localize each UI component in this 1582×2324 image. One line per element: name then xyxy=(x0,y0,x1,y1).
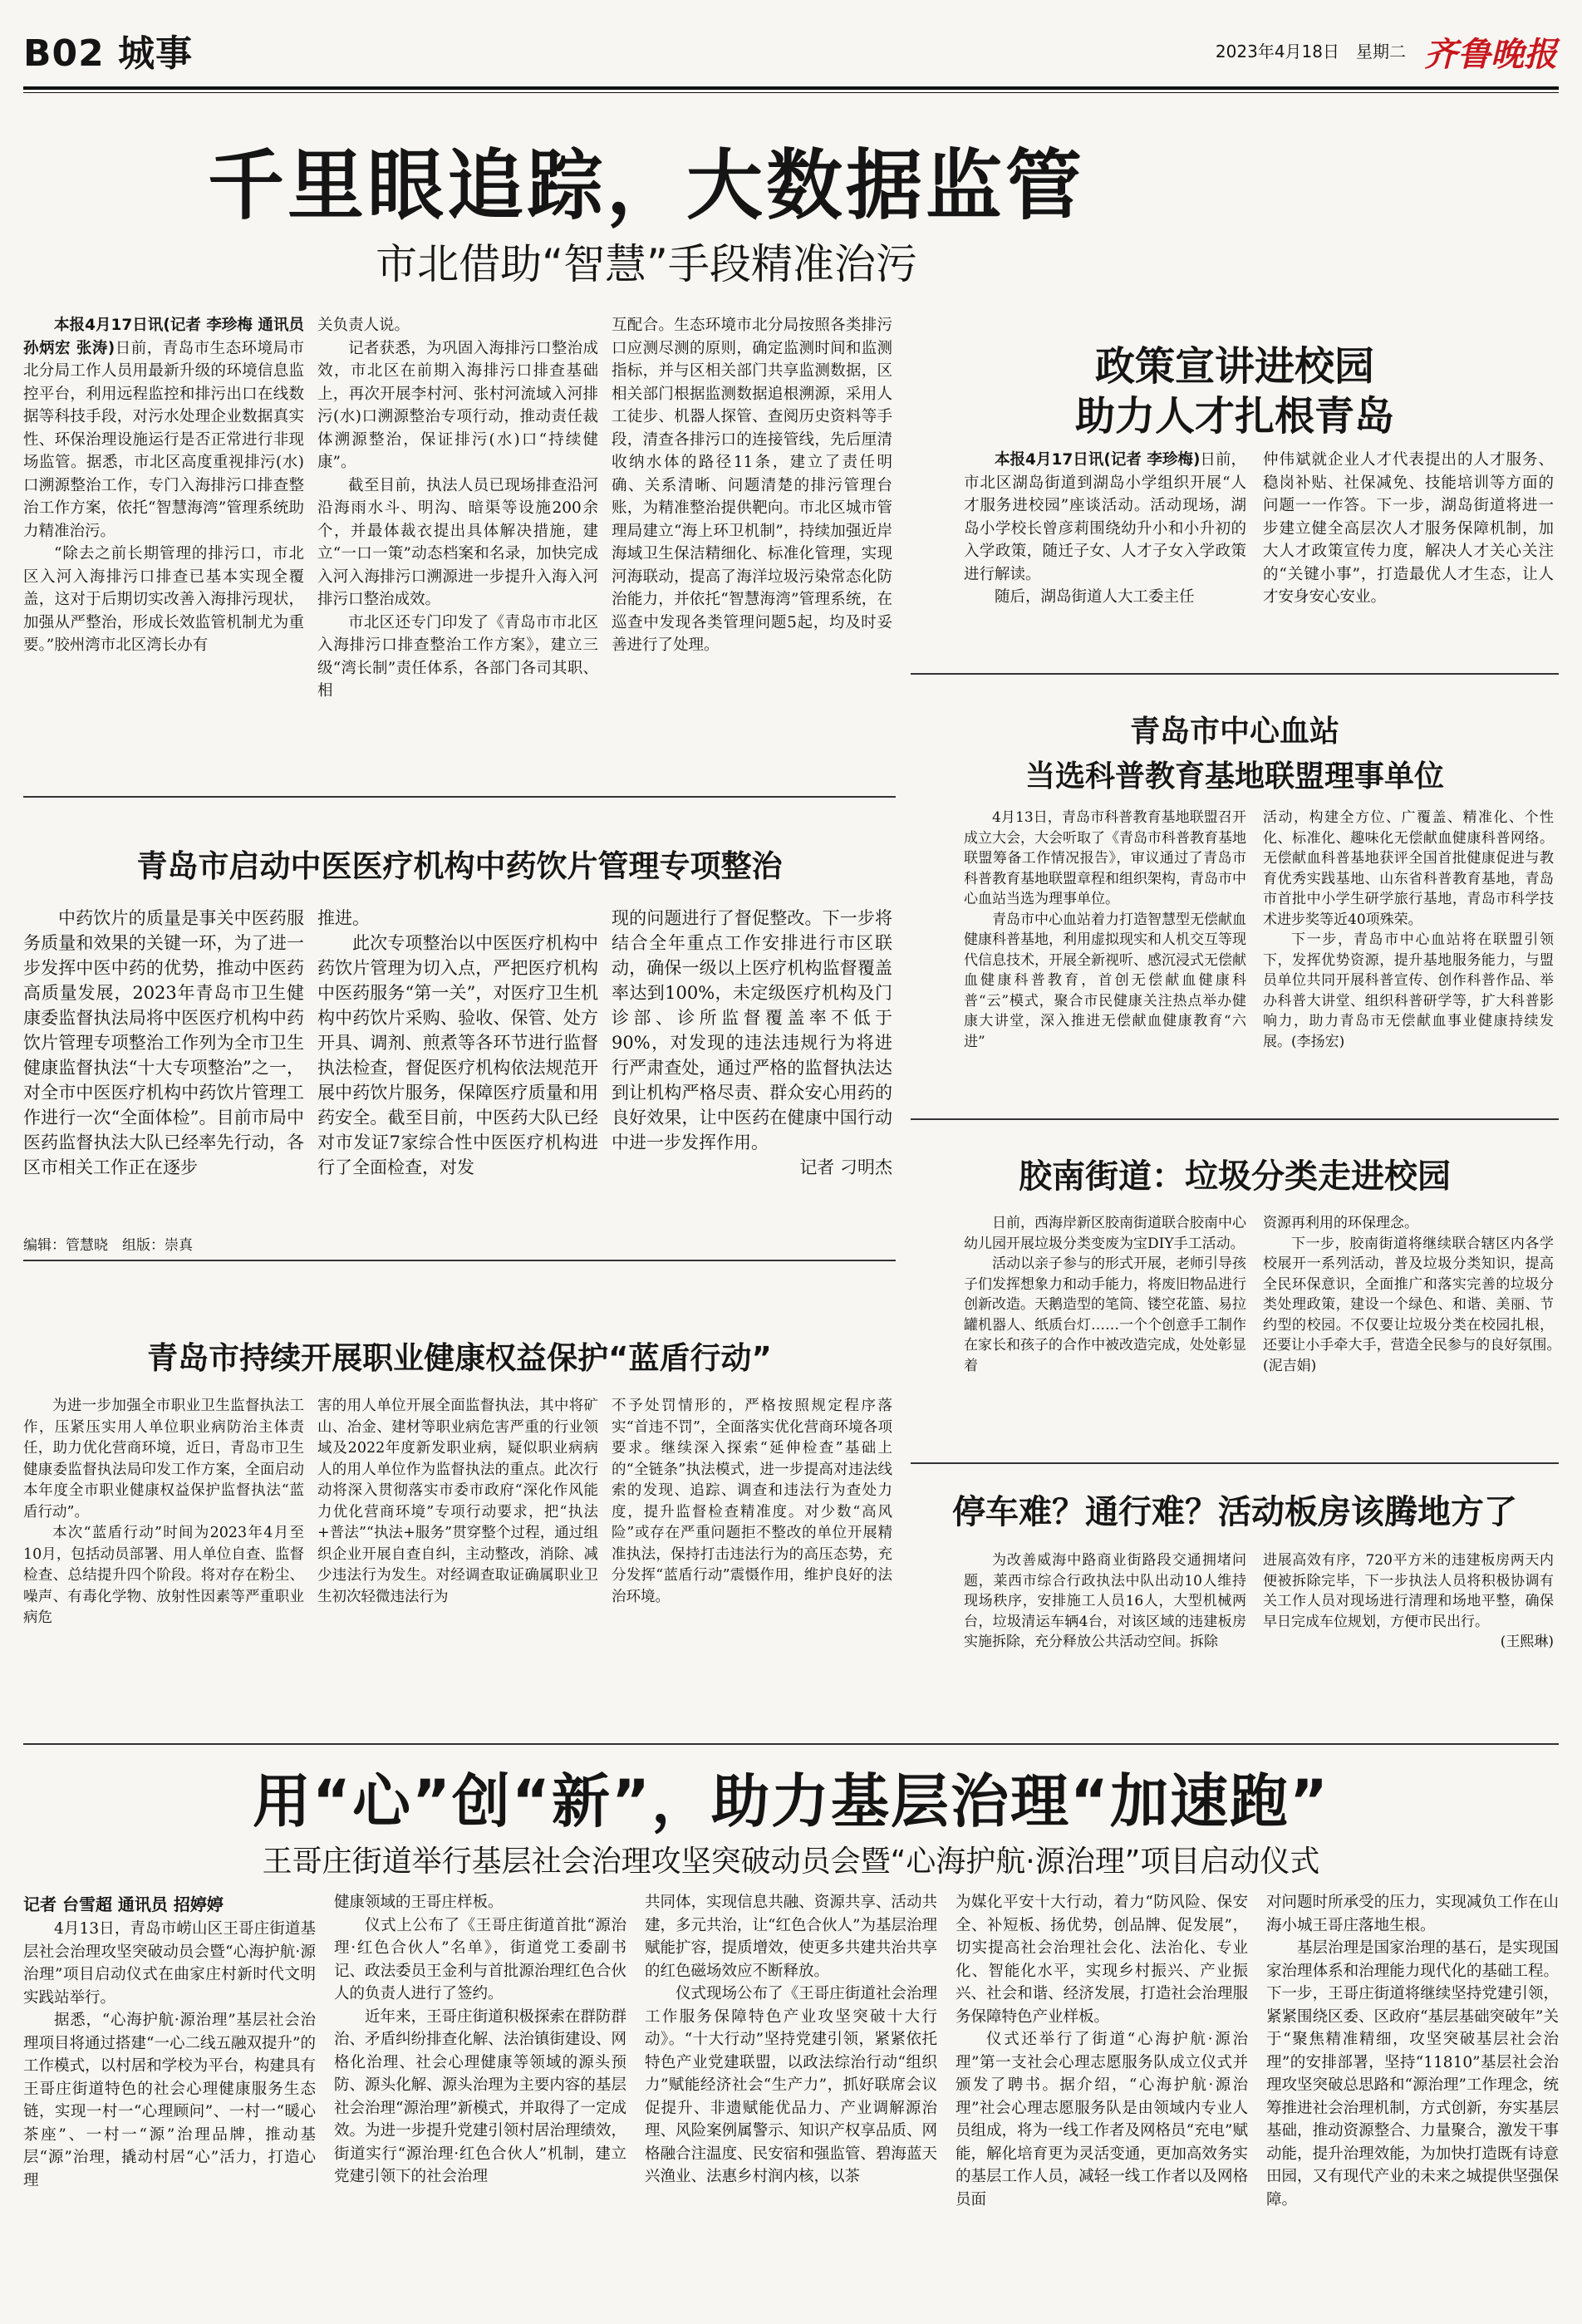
article-8-para-8: 为媒化平安十大行动，着力“防风险、保安全、补短板、扬优势，创品牌、促发展”，切实提高社会治理社会化、法治化、专业化、智能化水平，实现乡村振兴、产业振兴、社会和谐、经济发展，打造社会治理服务保障特色产业样板。 xyxy=(956,1894,1248,2026)
article-4-col-2 xyxy=(1263,808,1554,1107)
article-1-col-1 xyxy=(23,314,304,784)
article-3-col-3 xyxy=(612,906,892,1221)
article-3-col-2 xyxy=(317,906,598,1221)
article-8-para-5: 近年来，王哥庄街道积极探索在群防群治、矛盾纠纷排查化解、法治镇街建设、网格化治理、社会心理健康等领域的源头预防、源头化解、源头治理为主要内容的基层社会治理“源治理”新模式，并取得了一定成效。为进一步提升党建引领村居治理绩效，街道实行“源治理·红色合伙人”机制，建立党建引领下的社会治理 xyxy=(334,2007,626,2185)
newspaper-logo: 齐鲁晚报 xyxy=(1424,35,1557,74)
article-8-headline: 用“心”创“新”，助力基层治理“加速跑” xyxy=(252,1767,1330,1835)
header-rule xyxy=(23,86,1559,90)
article-2-byline: 本报4月17日讯(记者 李珍梅) xyxy=(995,451,1201,469)
article-7-para-1: 为改善威海中路商业街路段交通拥堵问题，莱西市综合行政执法中队出动10人维持现场秩序，安排施工人员16人，大型机械两台，垃圾清运车辆4台，对该区域的违建板房实施拆除，充分释放公共活动空间。拆除 xyxy=(964,1552,1246,1650)
article-4-headline-1: 青岛市中心血站 xyxy=(1129,715,1339,749)
article-4-col-1 xyxy=(964,808,1246,1107)
article-4-para-3: 活动，构建全方位、广覆盖、精准化、个性化、标准化、趣味化无偿献血健康科普网络。无偿献血科普基地获评全国首批健康促进与教育优秀实践基地、山东省科普教育基地，青岛市首批中小学生研学旅行基地，青岛市科学技术进步奖等近40项殊荣。 xyxy=(1263,809,1554,928)
article-8-para-11: 基层治理是国家治理的基石，是实现国家治理体系和治理能力现代化的基础工程。下一步，王哥庄街道将继续坚持党建引领，紧紧围绕区委、区政府“基层基础突破年”关于“聚焦精准精细，攻坚突破基层社会治理”的安排部署，坚持“11810”基层社会治理攻坚突破总思路和“源治理”工作理念，统筹推进社会治理机制，方式创新，夯实基层基础，推动资源整合、力量聚合，激发干事动能，提升治理效能，为加快打造既有诗意田园，又有现代产业的未来之城提供坚强保障。 xyxy=(1266,1939,1559,2209)
article-8-col-1 xyxy=(23,1918,316,2308)
article-8-col-3 xyxy=(645,1891,937,2308)
article-8-para-1: 4月13日，青岛市崂山区王哥庄街道基层社会治理攻坚突破动员会暨“心海护航·源治理”项目启动仪式在曲家庄村新时代文明实践站举行。 xyxy=(23,1920,316,2007)
article-7-headline: 停车难？通行难？活动板房该腾地方了 xyxy=(952,1493,1517,1531)
article-1-col-3 xyxy=(612,314,892,784)
page-section-label: B02 城事 xyxy=(23,32,194,75)
issue-date: 2023年4月18日 星期二 xyxy=(1215,42,1406,61)
article-8-col-5 xyxy=(1266,1891,1559,2308)
article-8-byline: 记者 台雪超 通讯员 招婷婷 xyxy=(23,1894,224,1914)
article-8-para-7: 仪式现场公布了《王哥庄街道社会治理工作服务保障特色产业攻坚突破十大行动》。“十大行动”坚持党建引领，紧紧依托特色产业党建联盟，以政法综治行动“组织力”赋能经济社会“生产力”，抓好联席会议促提升、非遗赋能优品力、产业调解源治理、风险案例属警示、知识产权享品质、网格融合注温度、民安宿和强监管、碧海蓝天兴渔业、法惠乡村润内核，以茶 xyxy=(645,1985,937,2185)
article-8-col-4 xyxy=(956,1891,1248,2308)
article-4-para-2: 青岛市中心血站着力打造智慧型无偿献血健康科普基地，利用虚拟现实和人机交互等现代信息技术，开展全新视听、感沉浸式无偿献血健康科普教育，首创无偿献血健康科普“云”模式，聚合市民健康关注热点举办健康大讲堂，深入推进无偿献血健康教育“六进” xyxy=(964,911,1246,1050)
article-4-para-4: 下一步，青岛市中心血站将在联盟引领下，发挥优势资源，提升基地服务能力，与盟员单位共同开展科普宣传、创作科普作品、举办科普大讲堂、组织科普研学等，扩大科普影响力，助力青岛市无偿献血事业健康持续发展。(李扬宏) xyxy=(1263,931,1554,1050)
article-1-headline: 千里眼追踪，大数据监管 xyxy=(207,141,1085,230)
divider xyxy=(911,1118,1559,1120)
header-rule-thin xyxy=(23,92,1559,93)
article-2-headline-1: 政策宣讲进校园 xyxy=(1094,343,1374,390)
article-8-para-2: 据悉，“心海护航·源治理”基层社会治理项目将通过搭建“一心二线五融双提升”的工作模式，以村居和学校为平台，构建具有王哥庄街道特色的社会心理健康服务生态链，实现一村一“心理顾问”、一村一“暖心茶座”、一村一“源”治理品牌，推动基层“源”治理，撬动村居“心”活力，打造心理 xyxy=(23,2012,316,2189)
article-6-headline: 青岛市持续开展职业健康权益保护“蓝盾行动” xyxy=(147,1340,772,1376)
article-7-para-2: 进展高效有序，720平方米的违建板房两天内便被拆除完毕，下一步执法人员将积极协调有关工作人员对现场进行清理和场地平整，确保早日完成车位规划，方便市民出行。 xyxy=(1263,1552,1554,1630)
article-3-para-2: 推进。 xyxy=(317,908,370,928)
article-4-para-1: 4月13日，青岛市科普教育基地联盟召开成立大会，大会听取了《青岛市科普教育基地联盟筹备工作情况报告》，审议通过了青岛市科普教育基地联盟章程和组织架构，青岛市中心血站当选为理事单位。 xyxy=(964,809,1246,907)
article-1-para-7: 互配合。生态环境市北分局按照各类排污口应测尽测的原则，确定监测时间和监测指标，并与区相关部门共享监测数据，区相关部门根据监测数据追根溯源，采用人工徒步、机器人探管、查阅历史资料等手段，清查各排污口的连接管线，先后厘清收纳水体的路径11条，建立了责任明确、关系清晰、问题清楚的排污管理台账，为精准整治提供靶向。市北区城市管理局建立“海上环卫机制”，持续加强近岸海域卫生保洁精细化、标准化管理，实现河海联动，提高了海洋垃圾污染常态化防治能力，并依托“智慧海湾”管理系统，在巡查中发现各类管理问题5起，均及时妥善进行了处理。 xyxy=(612,317,892,654)
article-4-headline-2: 当选科普教育基地联盟理事单位 xyxy=(1024,759,1444,794)
article-5-para-3: 资源再利用的环保理念。 xyxy=(1263,1215,1418,1231)
article-8-para-6: 共同体，实现信息共融、资源共享、活动共建，多元共治，让“红色合伙人”为基层治理赋能扩容，提质增效，使更多共建共治共享的红色磁场效应不断释放。 xyxy=(645,1894,937,1980)
article-1-para-4: 记者获悉，为巩固入海排污口整治成效，市北区在前期入海排污口排查基础上，再次开展李村河、张村河流域入河排污(水)口溯源整治专项行动，推动责任裁体溯源整治，保证排污(水)口“持续健康”。 xyxy=(317,339,598,471)
article-2-col-2 xyxy=(1263,449,1554,656)
article-8-para-3: 健康领域的王哥庄样板。 xyxy=(334,1894,504,1911)
article-6-para-4: 不予处罚情形的，严格按照规定程序落实“首违不罚”，全面落实优化营商环境各项要求。继续深入探索“延伸检查”基础上的“全链条”执法模式，进一步提高对违法线索的发现、追踪、调查和违法行为查处力度，提升监督检查精准度。对少数“高风险”或存在严重问题拒不整改的单位开展精准执法，保持打击违法行为的高压态势，充分发挥“蓝盾行动”震慑作用，维护良好的法治环境。 xyxy=(612,1398,892,1605)
article-2-para-2: 随后，湖岛街道人大工委主任 xyxy=(995,588,1195,606)
divider xyxy=(23,796,896,798)
article-8-subheadline: 王哥庄街道举行基层社会治理攻坚突破动员会暨“心海护航·源治理”项目启动仪式 xyxy=(262,1845,1320,1879)
article-1-subheadline: 市北借助“智慧”手段精准治污 xyxy=(376,240,917,288)
article-6-col-1 xyxy=(23,1396,304,1728)
article-6-para-2: 本次“蓝盾行动”时间为2023年4月至10月，包括动员部署、用人单位自查、监督检查、总结提升四个阶段。将对存在粉尘、噪声、有毒化学物、放射性因素等严重职业病危 xyxy=(23,1525,304,1626)
article-1-col-2 xyxy=(317,314,598,784)
article-3-author: 记者 刁明杰 xyxy=(799,1157,892,1177)
article-5-para-4: 下一步，胶南街道将继续联合辖区内各学校展开一系列活动，普及垃圾分类知识，提高全民环保意识，全面推广和落实完善的垃圾分类处理政策，建设一个绿色、和谐、美丽、节约型的校园。不仅要让垃圾分类在校园扎根，还要让小手牵大手，营造全民参与的良好氛围。 (泥吉娟) xyxy=(1263,1235,1582,1374)
article-7-col-1 xyxy=(964,1550,1246,1733)
article-8-para-4: 仪式上公布了《王哥庄街道首批“源治理·红色合伙人”名单》，街道党工委副书记、政法委员王金利与首批源治理红色合伙人的负责人进行了签约。 xyxy=(334,1916,626,2002)
article-1-para-5: 截至目前，执法人员已现场排查沿河沿海雨水斗、明沟、暗渠等设施200余个，并最体裁衣提出具体解决措施，建立“一口一策”动态档案和名录，加快完成入河入海排污口溯源进一步提升入海入河排污口整治成效。 xyxy=(317,476,598,608)
article-1-para-6: 市北区还专门印发了《青岛市市北区入海排污口排查整治工作方案》，建立三级“湾长制”责任体系，各部门各司其职、相 xyxy=(317,613,598,700)
article-5-para-1: 日前，西海岸新区胶南街道联合胶南中心幼儿园开展垃圾分类变废为宝DIY手工活动。 xyxy=(964,1215,1246,1252)
article-5-col-1 xyxy=(964,1213,1246,1454)
article-7-col-2 xyxy=(1263,1550,1554,1733)
article-6-col-3 xyxy=(612,1396,892,1728)
article-3-headline: 青岛市启动中医医疗机构中药饮片管理专项整治 xyxy=(136,848,783,884)
article-3-para-4: 现的问题进行了督促整改。下一步将结合全年重点工作安排进行市区联动，确保一级以上医疗机构监督覆盖率达到100%，未定级医疗机构及门诊部、诊所监督覆盖率不低于90%，对发现的违法违规行为将进行严肃查处，通过严格的监督执法达到让机构严格尽责、群众安心用药的良好效果，让中医药在健康中国行动中进一步发挥作用。 xyxy=(612,908,892,1152)
divider xyxy=(23,1743,1559,1745)
article-1-byline: 本报4月17日讯(记者 李珍梅 通讯员 孙炳宏 张涛) xyxy=(23,317,304,357)
article-8-para-10: 对问题时所承受的压力，实现减负工作在山海小城王哥庄落地生根。 xyxy=(1266,1894,1559,1934)
article-7-author: (王熙琳) xyxy=(1500,1634,1554,1650)
article-2-para-1: 日前，市北区湖岛街道到湖岛小学组织开展“人才服务进校园”座谈活动。活动现场，湖岛小学校长曾彦莉围绕幼升小和小升初的入学政策，随迁子女、人才子女入学政策进行解读。 xyxy=(964,451,1246,583)
article-6-para-1: 为进一步加强全市职业卫生监督执法工作，压紧压实用人单位职业病防治主体责任，助力优化营商环境，近日，青岛市卫生健康委监督执法局印发工作方案，全面启动本年度全市职业健康权益保护监督执法“蓝盾行动”。 xyxy=(23,1398,304,1521)
article-2-para-3: 仲伟斌就企业人才代表提出的人才服务、稳岗补贴、社保减免、技能培训等方面的问题一一作答。下一步，湖岛街道将进一步建立健全高层次人才服务保障机制，加大人才政策宣传力度，解决人才关心关注的“关键小事”，打造最优人才生态，让人才安身安心安业。 xyxy=(1263,451,1554,606)
article-5-para-2: 活动以亲子参与的形式开展，老师引导孩子们发挥想象力和动手能力，将废旧物品进行创新改造。天鹅造型的笔筒、镂空花篮、易拉罐机器人、纸质台灯……一个个创意手工制作在家长和孩子的合作中被改造完成，处处彰显着 xyxy=(964,1255,1246,1374)
article-2-col-1 xyxy=(964,449,1246,656)
article-6-col-2 xyxy=(317,1396,598,1728)
article-8-para-9: 仪式还举行了街道“心海护航·源治理”第一支社会心理志愿服务队成立仪式并颁发了聘书。据介绍，“心海护航·源治理”社会心理志愿服务队是由领域内专业人员组成，将为一线工作者及网格员“充电”赋能，解化培育更为灵活变通，更加高效务实的基层工作人员，减轻一线工作者以及网格员面 xyxy=(956,2031,1248,2209)
article-3-para-1: 中药饮片的质量是事关中医药服务质量和效果的关键一环，为了进一步发挥中医中药的优势，推动中医药高质量发展，2023年青岛市卫生健康委监督执法局将中医医疗机构中药饮片管理专项整治工作列为全市卫生健康监督执法“十大专项整治”之一，对全市中医医疗机构中药饮片管理工作进行一次“全面体检”。目前市局中医药监督执法大队已经率先行动，各区市相关工作正在逐步 xyxy=(23,908,304,1177)
article-2-headline-2: 助力人才扎根青岛 xyxy=(1074,393,1394,440)
article-1-para-3: 关负责人说。 xyxy=(317,317,410,334)
divider xyxy=(911,673,1559,675)
editor-credit: 编辑：管慧晓 组版：崇真 xyxy=(23,1237,193,1254)
article-3-col-1 xyxy=(23,906,304,1221)
article-5-headline: 胶南街道：垃圾分类走进校园 xyxy=(1019,1157,1451,1196)
article-5-col-2 xyxy=(1263,1213,1582,1454)
article-3-para-3: 此次专项整治以中医医疗机构中药饮片管理为切入点，严把医疗机构中医药服务“第一关”，对医疗卫生机构中药饮片采购、验收、保管、处方开具、调剂、煎煮等各环节进行监督执法检查，督促医疗机构依法规范开展中药饮片服务，保障医疗质量和用药安全。截至目前，中医药大队已经对市发证7家综合性中医医疗机构进行了全面检查，对发 xyxy=(317,933,598,1177)
divider xyxy=(911,1462,1559,1464)
article-6-para-3: 害的用人单位开展全面监督执法，其中将矿山、冶金、建材等职业病危害严重的行业领域及2022年度新发职业病，疑似职业病病人的用人单位作为监督执法的重点。此次行动将深入贯彻落实市委市政府“深化作风能力优化营商环境”专项行动要求，把“执法+普法”“执法+服务”贯穿整个过程，通过组织企业开展自查自纠，主动整改，消除、减少违法行为发生。对经调查取证确属职业卫生初次轻微违法行为 xyxy=(317,1398,598,1605)
article-1-para-1: 日前，青岛市生态环境局市北分局工作人员用最新升级的环境信息监控平台，利用远程监控和排污出口在线数据等科技手段，对污水处理企业数据真实性、环保治理设施运行是否正常进行非现场监管。据悉，市北区高度重视排污(水)口溯源整治工作，专门入海排污口排查整治工作方案，依托“智慧海湾”管理系统助力精准治污。 xyxy=(23,339,304,540)
divider xyxy=(23,1260,896,1261)
article-1-para-2: “除去之前长期管理的排污口，市北区入河入海排污口排查已基本实现全覆盖，这对于后期切实改善入海排污现状，加强从严整治，形成长效监管机制尤为重要。”胶州湾市北区湾长办有 xyxy=(23,545,304,654)
article-8-col-2 xyxy=(334,1891,626,2308)
